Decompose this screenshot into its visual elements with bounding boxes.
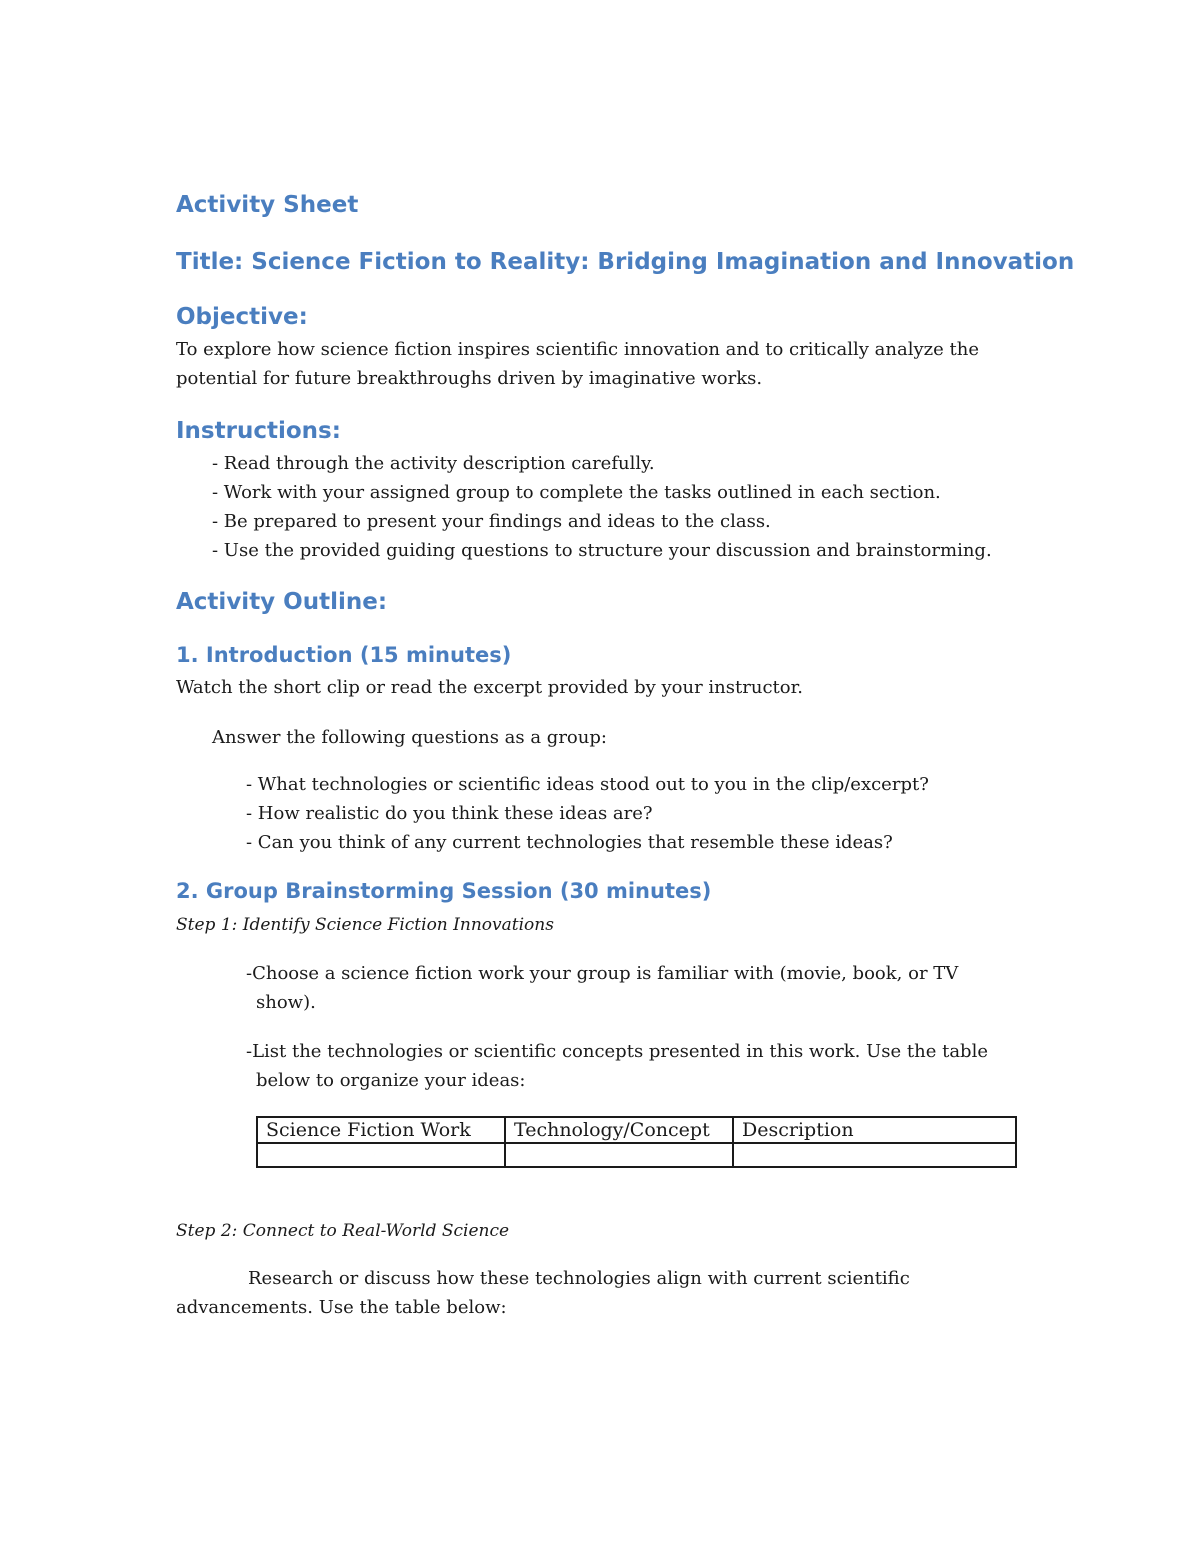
table-header-row (257, 1117, 1016, 1143)
intro-question: - What technologies or scientific ideas stood out to you in the clip/excerpt? (246, 774, 929, 795)
intro-question: - How realistic do you think these ideas are? (246, 803, 653, 824)
step1-bullet: -List the technologies or scientific concepts presented in this work. Use the table (246, 1041, 988, 1062)
table-cell[interactable] (733, 1143, 1016, 1167)
objective-line: To explore how science fiction inspires scientific innovation and to critically analyze the (176, 339, 979, 360)
step2-label: Step 2: Connect to Real-World Science (176, 1221, 510, 1241)
sheet-heading: Activity Sheet (176, 192, 359, 218)
step1-bullet: -Choose a science fiction work your group is familiar with (movie, book, or TV (246, 963, 959, 984)
table-header-cell: Description (733, 1117, 1016, 1143)
intro-prompt: Answer the following questions as a group: (212, 727, 607, 748)
instructions-heading: Instructions: (176, 418, 341, 444)
instruction-item: - Work with your assigned group to complete the tasks outlined in each section. (212, 482, 941, 503)
table-cell[interactable] (257, 1143, 505, 1167)
objective-heading: Objective: (176, 304, 308, 330)
intro-question: - Can you think of any current technologies that resemble these ideas? (246, 832, 893, 853)
table-cell[interactable] (505, 1143, 733, 1167)
step2-text: advancements. Use the table below: (176, 1297, 507, 1318)
table-header-cell: Science Fiction Work (257, 1117, 505, 1143)
brainstorm-heading: 2. Group Brainstorming Session (30 minutes) (176, 879, 712, 903)
instruction-item: - Read through the activity description carefully. (212, 453, 655, 474)
ideas-table (256, 1116, 1017, 1168)
table-row (257, 1143, 1016, 1167)
sheet-title: Title: Science Fiction to Reality: Bridging Imagination and Innovation (176, 249, 1075, 275)
objective-line: potential for future breakthroughs driven by imaginative works. (176, 368, 763, 389)
table-header-cell: Technology/Concept (505, 1117, 733, 1143)
step1-bullet-cont: below to organize your ideas: (256, 1070, 526, 1091)
outline-heading: Activity Outline: (176, 589, 388, 615)
step1-label: Step 1: Identify Science Fiction Innovations (176, 915, 554, 935)
step2-text: Research or discuss how these technologies align with current scientific (248, 1268, 910, 1289)
intro-text: Watch the short clip or read the excerpt provided by your instructor. (176, 677, 803, 698)
intro-heading: 1. Introduction (15 minutes) (176, 643, 512, 667)
instruction-item: - Use the provided guiding questions to structure your discussion and brainstorming. (212, 540, 992, 561)
step1-bullet-cont: show). (256, 992, 316, 1013)
instruction-item: - Be prepared to present your findings and ideas to the class. (212, 511, 771, 532)
